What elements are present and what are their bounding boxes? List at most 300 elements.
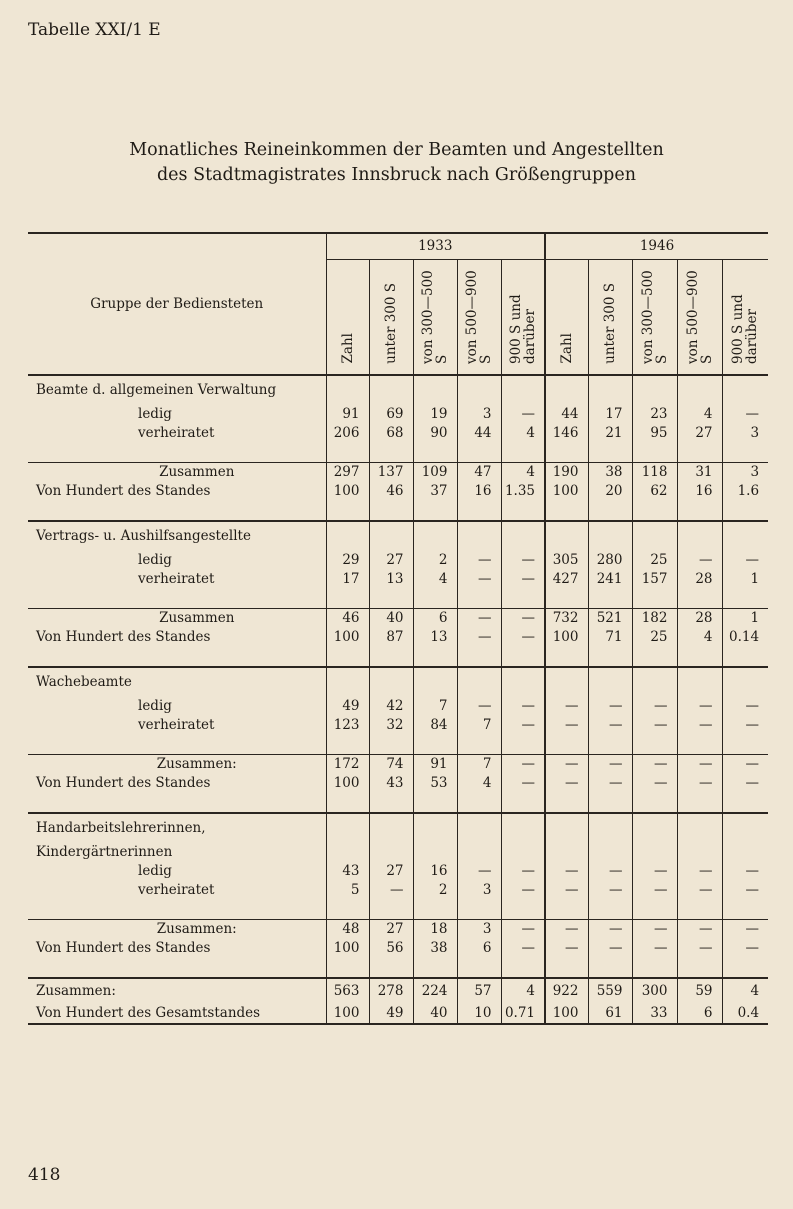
table-cell (501, 958, 545, 978)
table-cell: — (501, 939, 545, 958)
row-label: Zusammen: (28, 919, 326, 939)
income-table (28, 232, 768, 1025)
table-cell: — (677, 774, 722, 793)
table-cell: 59 (677, 978, 722, 1004)
table-cell: — (632, 774, 677, 793)
table-cell: — (632, 754, 677, 774)
row-label: verheiratet (138, 881, 215, 898)
table-cell: 25 (632, 628, 677, 647)
table-cell (677, 521, 722, 551)
table-cell (369, 375, 413, 405)
table-cell (545, 793, 588, 813)
table-cell (326, 501, 369, 521)
row-label: ledig (138, 862, 172, 879)
table-cell (545, 443, 588, 463)
table-cell: — (545, 754, 588, 774)
table-cell: 38 (588, 462, 632, 482)
table-cell: 27 (369, 862, 413, 881)
row-label: Zusammen: (28, 754, 326, 774)
table-cell: — (501, 754, 545, 774)
table-cell: 4 (413, 570, 457, 589)
column-header-label: von 500—900 S (684, 269, 715, 364)
table-row (28, 482, 768, 501)
table-cell: — (545, 862, 588, 881)
table-cell: 3 (457, 919, 501, 939)
table-cell: — (588, 881, 632, 900)
table-cell (413, 501, 457, 521)
table-cell (722, 521, 768, 551)
table-cell: 19 (413, 405, 457, 424)
table-cell (457, 589, 501, 609)
table-cell: — (632, 697, 677, 716)
table-cell: — (632, 716, 677, 735)
table-cell: 100 (326, 482, 369, 501)
table-row (28, 589, 768, 609)
table-cell (722, 843, 768, 862)
table-cell: — (501, 608, 545, 628)
table-cell: — (722, 716, 768, 735)
table-cell (588, 843, 632, 862)
table-cell: 559 (588, 978, 632, 1004)
column-header-label: Zahl (339, 333, 356, 364)
table-cell: 3 (722, 462, 768, 482)
table-cell: 4 (457, 774, 501, 793)
table-cell: 1 (722, 570, 768, 589)
table-cell: — (722, 405, 768, 424)
table-cell (632, 521, 677, 551)
table-cell: — (677, 939, 722, 958)
table-cell (545, 735, 588, 755)
table-cell (369, 647, 413, 667)
table-cell: 71 (588, 628, 632, 647)
table-cell: 4 (722, 978, 768, 1004)
table-cell (722, 813, 768, 843)
table-cell: 49 (369, 1004, 413, 1024)
row-label (28, 793, 326, 813)
table-cell: — (722, 774, 768, 793)
table-cell: 10 (457, 1004, 501, 1024)
table-cell (457, 793, 501, 813)
table-cell (501, 501, 545, 521)
table-cell: 29 (326, 551, 369, 570)
table-cell: 62 (632, 482, 677, 501)
table-cell (677, 667, 722, 697)
table-cell (457, 647, 501, 667)
table-row (28, 667, 768, 697)
table-cell: — (677, 697, 722, 716)
table-cell (545, 900, 588, 920)
column-header-label: von 300—500 S (420, 269, 450, 364)
table-row (28, 862, 768, 881)
table-cell: 16 (677, 482, 722, 501)
table-cell: 47 (457, 462, 501, 482)
table-cell (413, 667, 457, 697)
table-row (28, 978, 768, 1004)
table-cell (588, 589, 632, 609)
table-cell (501, 667, 545, 697)
table-cell (632, 667, 677, 697)
table-cell (632, 443, 677, 463)
table-cell: 27 (677, 424, 722, 443)
table-cell: 61 (588, 1004, 632, 1024)
table-cell (326, 843, 369, 862)
table-cell: — (545, 774, 588, 793)
table-cell: 40 (369, 608, 413, 628)
table-cell (413, 900, 457, 920)
row-label: Zusammen (28, 608, 326, 628)
table-cell (545, 375, 588, 405)
table-row (28, 697, 768, 716)
table-cell: 84 (413, 716, 457, 735)
column-header (369, 259, 413, 375)
table-cell (326, 647, 369, 667)
row-label: verheiratet (138, 570, 215, 587)
table-cell (722, 647, 768, 667)
table-cell (588, 900, 632, 920)
table-cell (369, 667, 413, 697)
table-row (28, 735, 768, 755)
table-row (28, 958, 768, 978)
table-cell (677, 900, 722, 920)
table-cell: — (457, 608, 501, 628)
table-cell (457, 813, 501, 843)
table-row (28, 1004, 768, 1024)
table-cell: — (632, 862, 677, 881)
table-row (28, 647, 768, 667)
table-row (28, 716, 768, 735)
table-cell: — (588, 774, 632, 793)
table-row (28, 919, 768, 939)
table-cell: 20 (588, 482, 632, 501)
table-cell (501, 443, 545, 463)
row-label: Von Hundert des Standes (36, 628, 211, 645)
table-row (28, 405, 768, 424)
table-cell: 69 (369, 405, 413, 424)
table-cell: 5 (326, 881, 369, 900)
table-cell: 1 (722, 608, 768, 628)
table-cell: 57 (457, 978, 501, 1004)
table-cell (588, 647, 632, 667)
title-line-2: des Stadtmagistrates Innsbruck nach Größengruppen (156, 165, 636, 185)
table-cell (545, 589, 588, 609)
row-label: Vertrags- u. Aushilfsangestellte (28, 521, 326, 551)
table-cell: 224 (413, 978, 457, 1004)
table-row (28, 462, 768, 482)
year-1933-header: 1933 (326, 233, 545, 259)
table-cell (501, 793, 545, 813)
table-cell: 13 (413, 628, 457, 647)
table-cell: 4 (501, 462, 545, 482)
column-header (722, 259, 768, 375)
table-cell (722, 900, 768, 920)
table-cell: 38 (413, 939, 457, 958)
table-cell: 53 (413, 774, 457, 793)
table-cell (632, 958, 677, 978)
table-cell (722, 958, 768, 978)
table-cell: — (722, 862, 768, 881)
table-cell: 2 (413, 881, 457, 900)
row-label: Von Hundert des Standes (36, 774, 211, 791)
row-label: Zusammen (28, 462, 326, 482)
table-cell: 157 (632, 570, 677, 589)
table-cell: 46 (369, 482, 413, 501)
table-cell: 123 (326, 716, 369, 735)
title-line-1: Monatliches Reineinkommen der Beamten und Angestellten (129, 140, 664, 160)
table-cell (722, 443, 768, 463)
row-label: Von Hundert des Standes (36, 939, 211, 956)
table-cell (457, 443, 501, 463)
table-cell: — (501, 551, 545, 570)
column-header (588, 259, 632, 375)
table-cell: — (545, 919, 588, 939)
table-cell: 521 (588, 608, 632, 628)
column-header-label: Zahl (558, 333, 575, 364)
row-label: Wachebeamte (28, 667, 326, 697)
column-header (413, 259, 457, 375)
table-cell: 297 (326, 462, 369, 482)
table-cell (677, 589, 722, 609)
table-cell (326, 793, 369, 813)
table-cell: 1.35 (501, 482, 545, 501)
row-label: ledig (138, 405, 172, 422)
table-body (28, 375, 768, 1024)
table-cell (501, 647, 545, 667)
table-cell (677, 793, 722, 813)
table-cell (457, 900, 501, 920)
table-cell (413, 521, 457, 551)
table-cell (457, 843, 501, 862)
table-cell (632, 900, 677, 920)
table-cell: 74 (369, 754, 413, 774)
table-cell: 27 (369, 551, 413, 570)
table-cell: — (457, 862, 501, 881)
column-header (677, 259, 722, 375)
table-row (28, 813, 768, 843)
table-cell: — (677, 881, 722, 900)
table-cell: 3 (722, 424, 768, 443)
table-cell: — (545, 881, 588, 900)
table-cell: 46 (326, 608, 369, 628)
table-cell (501, 843, 545, 862)
table-cell: 43 (326, 862, 369, 881)
table-cell: 100 (326, 1004, 369, 1024)
table-cell: — (722, 939, 768, 958)
table-cell (413, 647, 457, 667)
row-label (28, 647, 326, 667)
table-cell (677, 375, 722, 405)
table-cell: 37 (413, 482, 457, 501)
table-cell: 4 (677, 628, 722, 647)
table-cell: 100 (326, 628, 369, 647)
table-cell: — (588, 754, 632, 774)
table-cell: 90 (413, 424, 457, 443)
table-cell (545, 843, 588, 862)
table-cell: 56 (369, 939, 413, 958)
table-number: Tabelle XXI/1 E (28, 20, 161, 40)
table-cell: 49 (326, 697, 369, 716)
table-cell: 732 (545, 608, 588, 628)
table-cell: 6 (677, 1004, 722, 1024)
table-cell (326, 589, 369, 609)
table-cell: — (588, 716, 632, 735)
column-header (632, 259, 677, 375)
table-cell (457, 375, 501, 405)
table-cell: — (545, 939, 588, 958)
table-cell (588, 667, 632, 697)
table-cell: 13 (369, 570, 413, 589)
table-cell: — (588, 939, 632, 958)
table-cell (722, 667, 768, 697)
table-cell (413, 443, 457, 463)
row-label: Von Hundert des Standes (36, 482, 211, 499)
table-cell: 23 (632, 405, 677, 424)
table-title (0, 138, 793, 188)
table-cell: — (632, 919, 677, 939)
table-cell: 300 (632, 978, 677, 1004)
table-cell: — (722, 919, 768, 939)
table-cell (632, 501, 677, 521)
table-cell (413, 735, 457, 755)
table-cell (501, 521, 545, 551)
row-label: Zusammen: (28, 978, 326, 1004)
table-cell: 0.14 (722, 628, 768, 647)
table-cell: 190 (545, 462, 588, 482)
table-cell (326, 813, 369, 843)
table-cell: — (588, 862, 632, 881)
table-cell: — (677, 862, 722, 881)
table-cell: 280 (588, 551, 632, 570)
table-cell: — (545, 716, 588, 735)
table-cell: 427 (545, 570, 588, 589)
row-label (28, 735, 326, 755)
table-cell (457, 501, 501, 521)
row-label: ledig (138, 697, 172, 714)
table-cell (588, 375, 632, 405)
table-cell (501, 735, 545, 755)
table-cell: 118 (632, 462, 677, 482)
table-cell (501, 589, 545, 609)
table-cell (588, 793, 632, 813)
table-cell: — (501, 570, 545, 589)
table-cell (413, 375, 457, 405)
table-cell (369, 793, 413, 813)
table-cell: 91 (413, 754, 457, 774)
table-cell: 241 (588, 570, 632, 589)
table-row (28, 424, 768, 443)
table-cell: 42 (369, 697, 413, 716)
table-cell (545, 813, 588, 843)
table-cell: 31 (677, 462, 722, 482)
table-cell: 109 (413, 462, 457, 482)
table-row (28, 501, 768, 521)
row-label (28, 501, 326, 521)
table-cell: 87 (369, 628, 413, 647)
table-cell (326, 443, 369, 463)
table-cell (588, 521, 632, 551)
table-cell: 3 (457, 405, 501, 424)
table-cell: — (588, 697, 632, 716)
table-cell (413, 958, 457, 978)
table-cell: 4 (501, 978, 545, 1004)
table-cell (545, 501, 588, 521)
table-cell: 922 (545, 978, 588, 1004)
table-cell: 16 (413, 862, 457, 881)
table-cell (457, 735, 501, 755)
table-row (28, 754, 768, 774)
table-cell: 17 (588, 405, 632, 424)
table-cell: 28 (677, 570, 722, 589)
table-cell: 7 (413, 697, 457, 716)
row-label: Kindergärtnerinnen (36, 843, 173, 860)
row-label: Von Hundert des Gesamtstandes (28, 1004, 326, 1024)
column-header-label: von 300—500 S (639, 269, 670, 364)
table-cell (369, 589, 413, 609)
table-cell: 100 (545, 628, 588, 647)
table-cell (677, 443, 722, 463)
table-cell: 100 (545, 482, 588, 501)
table-cell (677, 958, 722, 978)
table-cell (588, 813, 632, 843)
table-cell (588, 443, 632, 463)
table-cell (413, 793, 457, 813)
table-cell (632, 735, 677, 755)
table-cell: — (501, 919, 545, 939)
table-row (28, 628, 768, 647)
table-cell (413, 813, 457, 843)
table-cell (369, 900, 413, 920)
table-cell: 137 (369, 462, 413, 482)
table-cell: 25 (632, 551, 677, 570)
table-cell (501, 375, 545, 405)
table-cell (457, 521, 501, 551)
table-row (28, 570, 768, 589)
row-label: verheiratet (138, 716, 215, 733)
table-cell: 1.6 (722, 482, 768, 501)
table-cell (545, 521, 588, 551)
table-cell: 68 (369, 424, 413, 443)
table-row (28, 881, 768, 900)
table-cell: — (722, 551, 768, 570)
table-cell (326, 958, 369, 978)
table-cell (369, 843, 413, 862)
table-cell: 48 (326, 919, 369, 939)
table-cell: 6 (457, 939, 501, 958)
table-cell: 100 (326, 939, 369, 958)
table-cell (457, 958, 501, 978)
column-header-label: unter 300 S (602, 282, 618, 364)
table-cell: 563 (326, 978, 369, 1004)
table-cell (457, 667, 501, 697)
table-row (28, 443, 768, 463)
table-cell (545, 958, 588, 978)
table-cell: 100 (326, 774, 369, 793)
table-cell: — (677, 716, 722, 735)
row-label: Handarbeitslehrerinnen, (28, 813, 326, 843)
table-cell: 278 (369, 978, 413, 1004)
table-cell (677, 735, 722, 755)
table-cell (722, 735, 768, 755)
table-cell: — (722, 697, 768, 716)
page-number: 418 (28, 1165, 61, 1185)
table-row (28, 551, 768, 570)
table-cell: 6 (413, 608, 457, 628)
row-label (28, 589, 326, 609)
column-header (457, 259, 501, 375)
table-cell (588, 958, 632, 978)
column-header-label: von 500—900 S (464, 269, 494, 364)
table-cell (722, 793, 768, 813)
table-cell: — (501, 881, 545, 900)
